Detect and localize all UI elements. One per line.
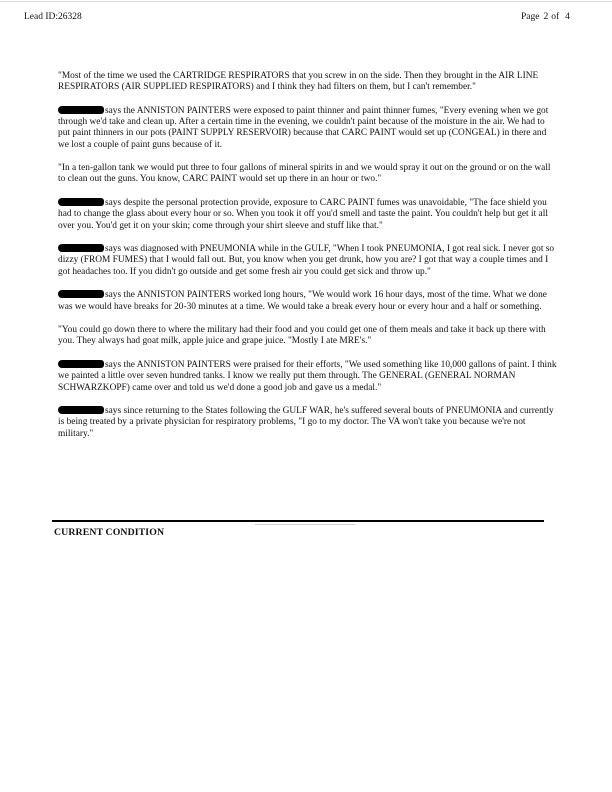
paragraph-1	[58, 71, 558, 93]
paragraph-text: "In a ten-gallon tank we would put three to four gallons of mineral spirits in and we would spray it out on the ground or on the wall to clean out the guns. You know, CARC PAINT would set up there in an hour or two."	[58, 163, 551, 185]
page-word: Page	[521, 12, 540, 22]
section-divider	[52, 520, 544, 522]
redaction-mark	[58, 406, 104, 414]
paragraph-text: says the ANNISTON PAINTERS worked long hours, "We would work 16 hour days, most of the time. What we done was we would have breaks for 20-30 minutes at a time. We would take a break every hour or every hour and a half or something.	[58, 290, 547, 312]
page-indicator	[521, 12, 570, 22]
page-number: 2	[543, 12, 549, 22]
faint-scan-line	[255, 524, 355, 525]
paragraph-text: says the ANNISTON PAINTERS were exposed to paint thinner and paint thinner fumes, "Every evening when we got through we'd take and clean up. After a certain time in the evening, we couldn't paint because of the moisture in the air. We had to put paint thinners in our pots (PAINT SUPPLY RESERVOIR) because that CARC PAINT would set up (CONGEAL) in there and we lost a couple of paint guns because of it.	[58, 105, 549, 150]
paragraph-text: "Most of the time we used the CARTRIDGE RESPIRATORS that you screw in on the side. Then they brought in the AIR LINE RESPIRATORS (AIR SUPPLIED RESPIRATORS) and I think they had filters on them, but I can't remember."	[58, 71, 539, 93]
paragraph-text: says since returning to the States following the GULF WAR, he's suffered several bouts of PNEUMONIA and currently is being treated by a private physician for respiratory problems, "I go to my doctor. The VA won't take you because we're not military."	[58, 406, 554, 439]
paragraph-2	[58, 106, 558, 151]
redaction-mark	[58, 360, 104, 368]
top-edge-line	[0, 1, 612, 2]
redaction-mark	[58, 290, 104, 298]
paragraph-text: "You could go down there to where the military had their food and you could get one of them meals and take it back up there with you. They always had goat milk, apple juice and grape juice. "Mostly I ate MRE's."	[58, 325, 546, 347]
redaction-mark	[58, 106, 104, 114]
paragraph-text: says the ANNISTON PAINTERS were praised for their efforts, "We used something like 10,000 gallons of paint. I think we painted a little over seven hundred tanks. I know we really put them through. The GENERAL (GENERAL NORMAN SCHWARZKOPF) came over and told us we'd done a good job and gave us a medal."	[58, 360, 557, 393]
document-body	[58, 71, 558, 452]
section-heading: CURRENT CONDITION	[54, 527, 165, 538]
paragraph-text: says was diagnosed with PNEUMONIA while in the GULF, "When I took PNEUMONIA, I got real sick. I never got so dizzy (FROM FUMES) that I would fall out. But, you know when you get drunk, how you are? I got that way a couple times and I got headaches too. If you didn't go outside and get some fresh air you could get sick and throw up."	[58, 244, 555, 277]
paragraph-text: says despite the personal protection provide, exposure to CARC PAINT fumes was unavoidable, "The face shield you had to change the glass about every hour or so. When you took it off you'd smell and taste the paint. You couldn't help but get it all over you. You'd get it on your skin; come through your shirt sleeve and stuff like that."	[58, 198, 548, 231]
of-word: of	[551, 12, 560, 22]
paragraph-8	[58, 360, 558, 394]
redaction-mark	[58, 244, 104, 252]
paragraph-4	[58, 198, 558, 232]
paragraph-6	[58, 290, 558, 312]
redaction-mark	[58, 198, 104, 206]
paragraph-7	[58, 325, 558, 347]
lead-id: Lead ID:26328	[24, 12, 82, 22]
paragraph-3	[58, 163, 558, 185]
paragraph-5	[58, 244, 558, 278]
page-total: 4	[565, 12, 570, 22]
paragraph-9	[58, 406, 558, 440]
